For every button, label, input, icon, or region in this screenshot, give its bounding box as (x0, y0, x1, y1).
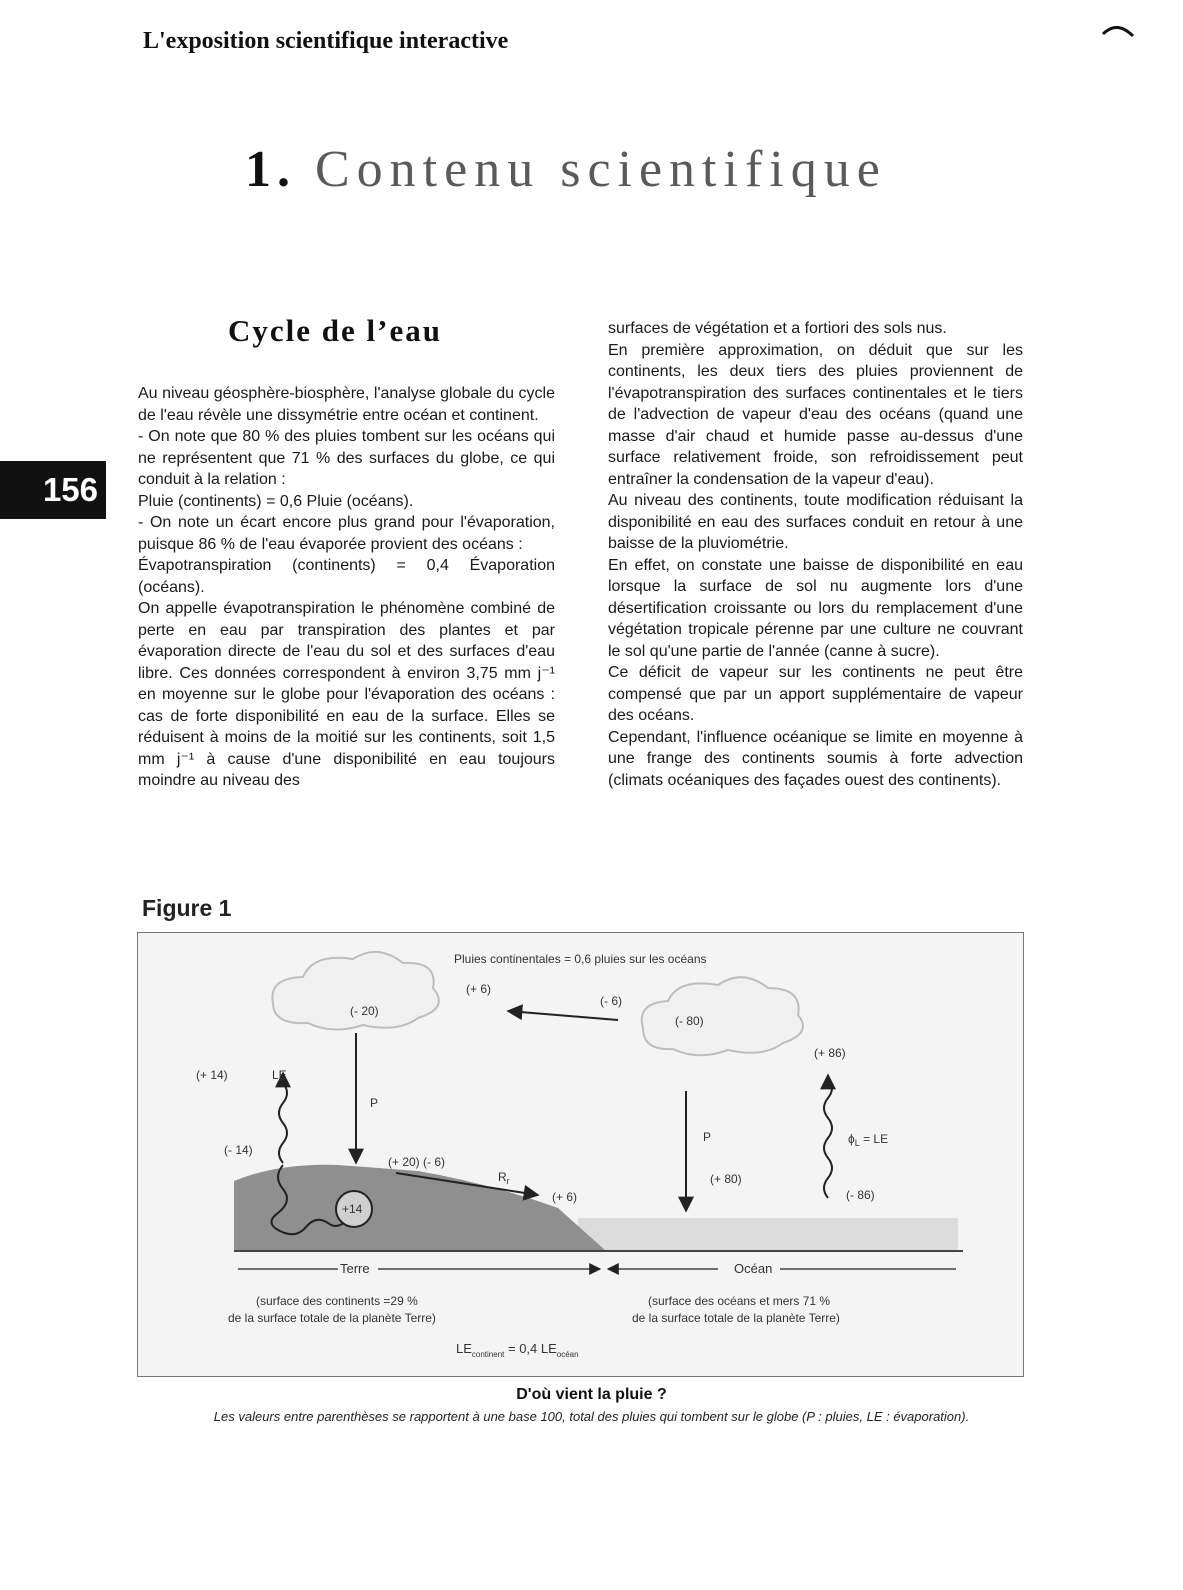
ocean-water (578, 1218, 958, 1250)
ocean-cloud-icon (642, 977, 803, 1055)
paragraph: On appelle évapotranspiration le phénomène combiné de perte en eau par transpiration des plantes et par évaporation directe de l'eau du sol et des surfaces d'eau libre. Ces données correspondent à environ 3,75 mm j⁻¹ en moyenne sur le globe pour l'évaporation des océans : cas de forte disponibilité en eau de la surface. Elles se réduisent à moins de la moitié sur les continents, soit 1,5 mm j⁻¹ à cause d'une disponibilité en eau toujours moindre au niveau des (138, 600, 555, 789)
paragraph: - On note un écart encore plus grand pour l'évaporation, puisque 86 % de l'eau évaporée provient des océans : (138, 514, 555, 553)
paragraph: En effet, on constate une baisse de disponibilité en eau lorsque la surface de sol nu augmente lors d'une désertification croissante ou lors du remplacement d'une végétation tropicale pérenne par une culture ne couvrant le sol qu'une partie de l'année (canne à sucre). (608, 556, 1023, 660)
figure-caption-text: Les valeurs entre parenthèses se rapportent à une base 100, total des pluies qui tombent sur le globe (P : pluies, LE : évaporation). (213, 1409, 970, 1424)
paragraph: Cependant, l'influence océanique se limite en moyenne à une frange des continents soumis à forte advection (climats océaniques des façades ouest des continents). (608, 728, 1023, 789)
ocean-name: Océan (734, 1261, 773, 1276)
section-heading: Cycle de l’eau (228, 313, 442, 348)
ocean-cloud-value: (- 80) (675, 1014, 704, 1028)
corner-mark-icon (1101, 20, 1135, 40)
paragraph: Au niveau géosphère-biosphère, l'analyse globale du cycle de l'eau révèle une dissymétrie entre océan et continent. (138, 385, 555, 424)
land-evaporation-arrow (279, 1073, 287, 1163)
page-number: 156 (0, 461, 106, 519)
ocean-flux-label: $\phi_L$ = LE (848, 1132, 889, 1148)
land-note-line-2: de la surface totale de la planète Terre) (228, 1311, 436, 1325)
land-le-label: LE (272, 1068, 287, 1082)
water-cycle-figure (137, 932, 1024, 1377)
paragraph: Au niveau des continents, toute modification réduisant la disponibilité en eau des surfaces conduit en retour à une baisse de la pluviométrie. (608, 492, 1023, 552)
ocean-rain-value: (+ 80) (710, 1172, 742, 1186)
land-name: Terre (340, 1261, 370, 1276)
paragraph: Ce déficit de vapeur sur les continents ne peut être compensé que par un apport supplémentaire de vapeur des océans. (608, 664, 1023, 724)
ocean-evap-minus-value: (- 86) (846, 1188, 875, 1202)
ocean-le-value: (+ 86) (814, 1046, 846, 1060)
left-column (138, 383, 555, 792)
ocean-evaporation-arrow (824, 1075, 832, 1198)
paragraph: Évapotranspiration (continents) = 0,4 Évaporation (océans). (138, 557, 555, 596)
paragraph: En première approximation, on déduit que sur les continents, les deux tiers des pluies proviennent de l'évapotranspiration des surfaces continentales et le tiers de l'advection de vapeur d'eau des océans (quand une masse d'air chaud et humide passe au-dessus d'une surface relativement froide, son refroidissement peut entraîner la condensation de la vapeur d'eau). (608, 341, 1023, 488)
paragraph: - On note que 80 % des pluies tombent sur les océans qui ne représentent que 71 % des surfaces du globe, ce qui conduit à la relation : (138, 428, 555, 488)
figure-caption-title: D'où vient la pluie ? (516, 1386, 667, 1403)
chapter-name: Contenu scientifique (315, 141, 887, 198)
land-p-label: P (370, 1096, 379, 1110)
water-cycle-diagram (138, 933, 1022, 1375)
advection-arrow (508, 1011, 618, 1020)
ocean-p-label: P (703, 1130, 712, 1144)
ocean-note-line-1: (surface des océans et mers 71 % (648, 1294, 831, 1308)
le-formula: $LE_{continent} = 0,4$ $LE_{océan}$ (456, 1341, 579, 1359)
runoff-label: $R_r$ (498, 1170, 510, 1186)
figure-label: Figure 1 (142, 895, 232, 921)
land-rain-values: (+ 20) (- 6) (388, 1155, 446, 1169)
advection-plus-value: (+ 6) (466, 982, 492, 996)
ocean-note-line-2: de la surface totale de la planète Terre) (632, 1311, 840, 1325)
running-header: L'exposition scientifique interactive (143, 28, 509, 54)
land-le-value: (+ 14) (196, 1068, 228, 1082)
chapter-title (245, 140, 1145, 199)
land-evap-minus-value: (- 14) (224, 1143, 253, 1157)
land-note-line-1: (surface des continents =29 % (256, 1294, 418, 1308)
land-cloud-value: (- 20) (350, 1004, 379, 1018)
right-column (608, 318, 1023, 791)
soil-value: +14 (342, 1202, 363, 1216)
runoff-value: (+ 6) (552, 1190, 578, 1204)
advection-minus-value: (- 6) (600, 994, 622, 1008)
paragraph: surfaces de végétation et a fortiori des sols nus. (608, 320, 947, 337)
paragraph: Pluie (continents) = 0,6 Pluie (océans). (138, 492, 414, 510)
top-label: Pluies continentales = 0,6 pluies sur les océans (454, 952, 707, 966)
chapter-number: 1. (245, 141, 296, 198)
